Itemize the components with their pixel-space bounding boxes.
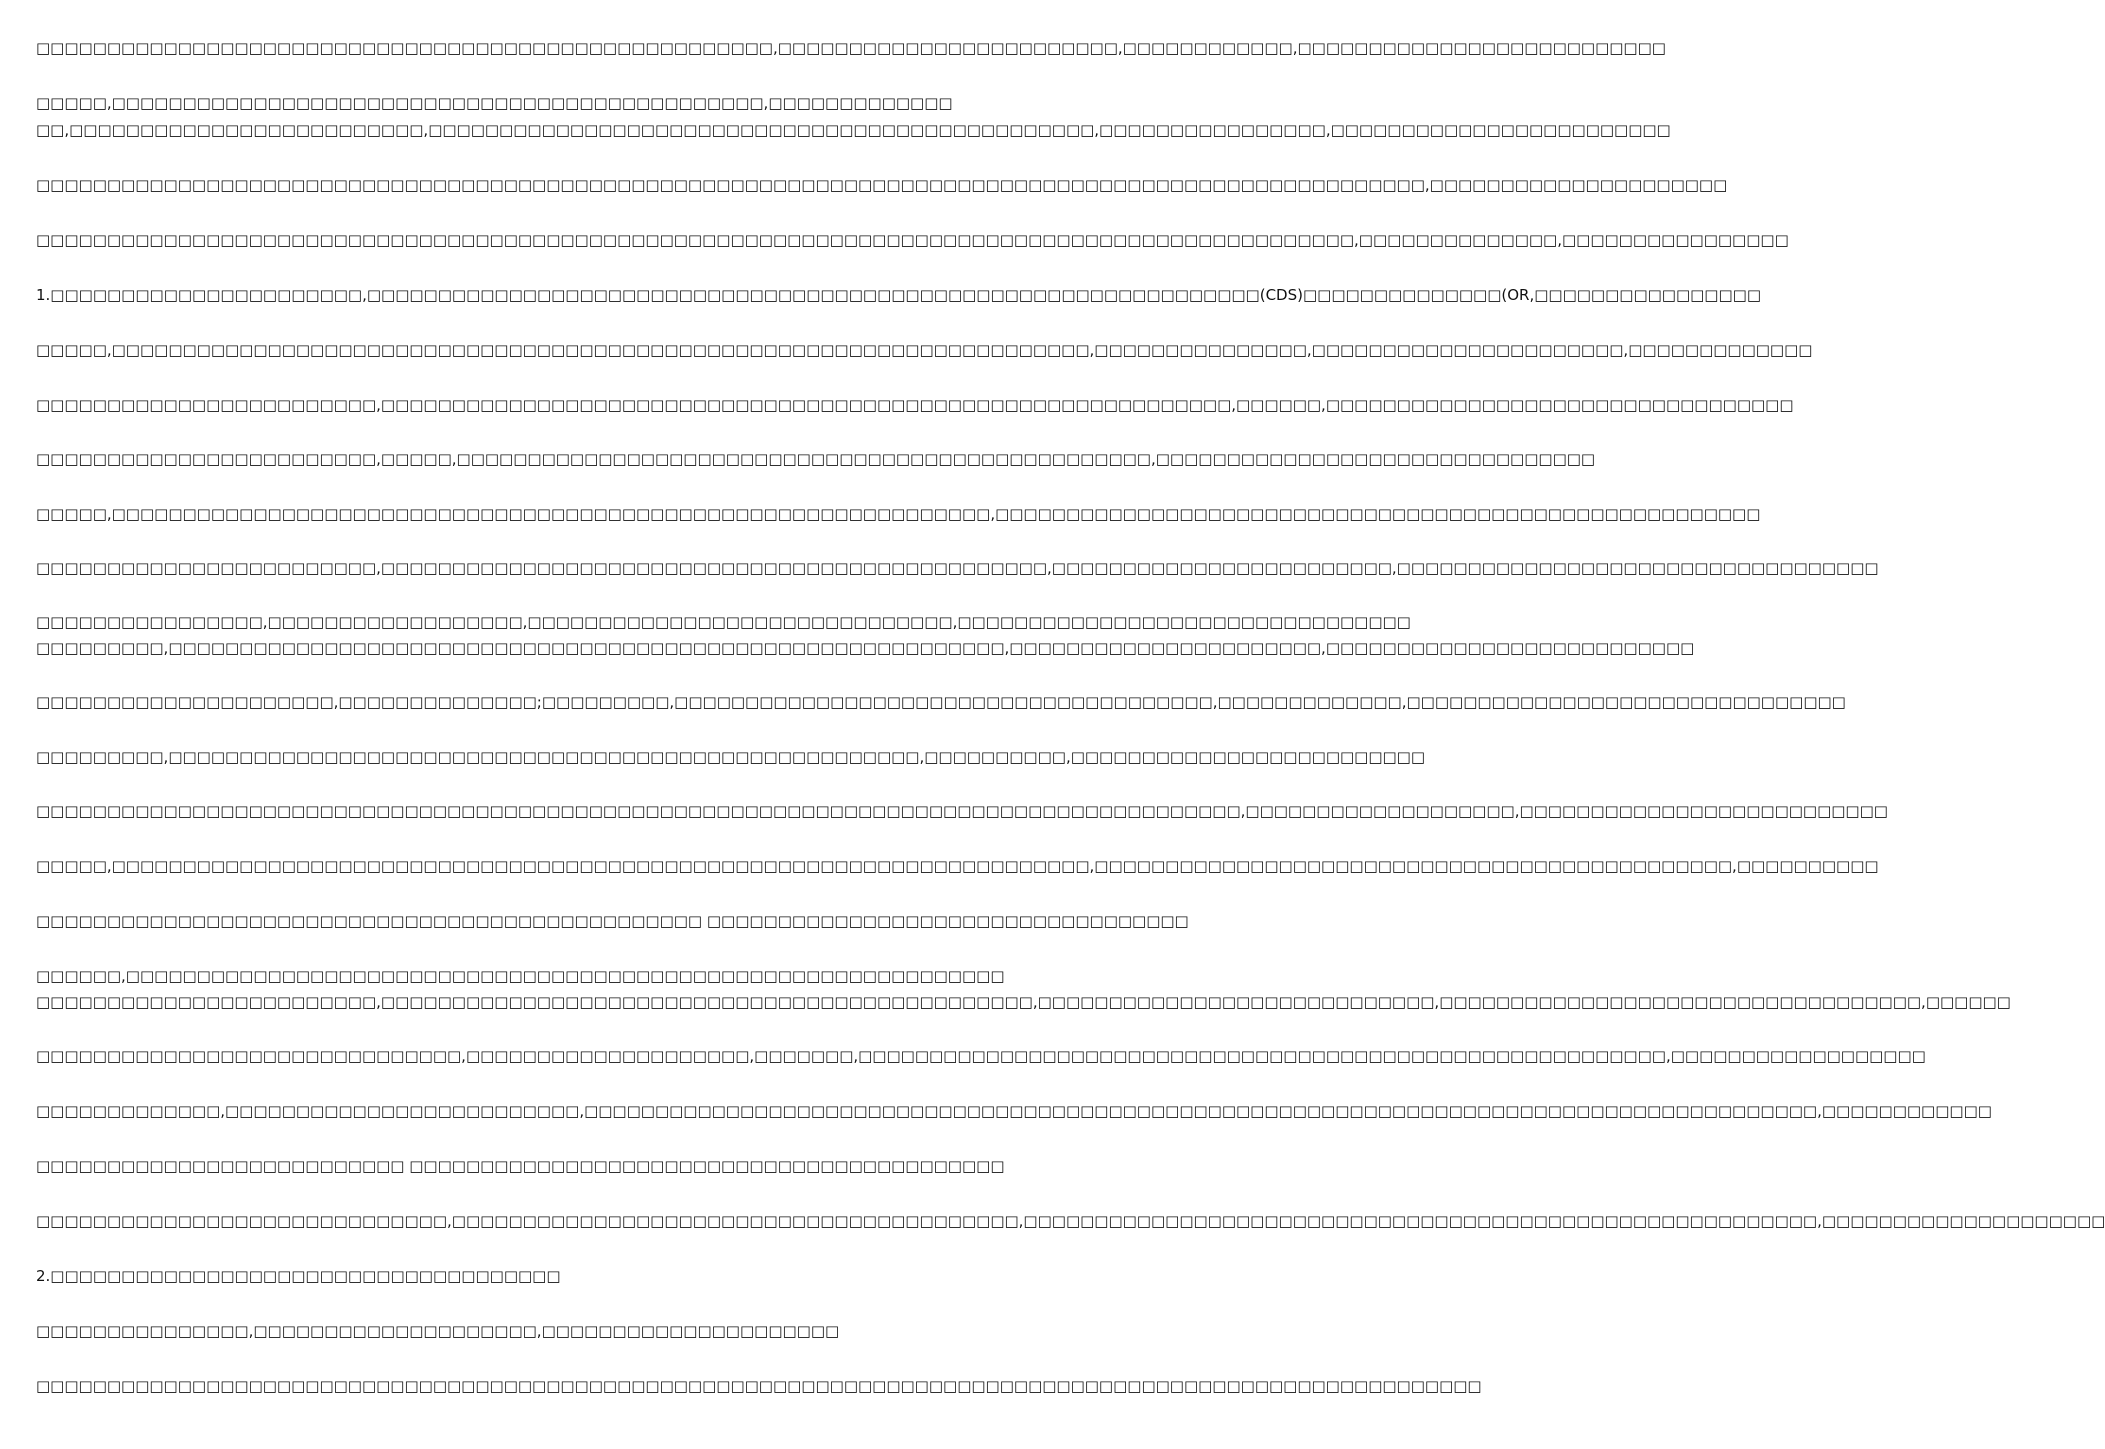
text-line: □□□□□□□□□□□□□□□□□□□□□□□□,□□□□□,□□□□□□□□□□□□□□□□□□□□□□□□□□□□□□□□□□□□□□□□□□□□□□□□□,□□□□□□□□□□□□□□□□□□□□□□□□□□□□□□□ [36, 450, 1596, 468]
text-line: □□□□□□,□□□□□□□□□□□□□□□□□□□□□□□□□□□□□□□□□□□□□□□□□□□□□□□□□□□□□□□□□□□□□□ [36, 967, 1005, 985]
text-line: □□□□□□□□□□□□□□□□□□□□□□□□□□□□□□□□□□□□□□□□□□□□□□□□□□□□□□□□□□□□□□□□□□□□□□□□□□□□□□□□□□□□□□□□□□□□□□□□□□□□□□ [36, 1377, 1482, 1395]
text-line: □□□□□□□□□□□□□□□□□□□□□□□□□□□□□□□□□□□□□□□□□□□□□□□□□□□□□□□□□□□□□□□□□□□□□□□□□□□□□□□□□□□□□□□□□□□□□,□□□□□□□□□□□□□□,□□□□□□□□□□□□□□□□ [36, 231, 1789, 249]
text-line: □□□□□□□□□□□□□□□□□□□□□,□□□□□□□□□□□□□□;□□□□□□□□□,□□□□□□□□□□□□□□□□□□□□□□□□□□□□□□□□□□□□□□,□□□□□□□□□□□□□,□□□□□□□□□□□□□□□□□□□□□□□□□□□□□□□ [36, 693, 1846, 711]
text-line: □□□□□□□□□□□□□□□□□□□□□□□□□□□□□□,□□□□□□□□□□□□□□□□□□□□,□□□□□□□,□□□□□□□□□□□□□□□□□□□□□□□□□□□□□□□□□□□□□□□□□□□□□□□□□□□□□□□□□,□□□□□□□□□□□□□□□□□□ [36, 1047, 1926, 1065]
text-line: □□□□□□□□□□□□□□□,□□□□□□□□□□□□□□□□□□□□,□□□□□□□□□□□□□□□□□□□□□ [36, 1322, 840, 1340]
text-line: □□□□□□□□□□□□□□□□□□□□□□□□□□□□□□□□□□□□□□□□□□□□□□□ □□□□□□□□□□□□□□□□□□□□□□□□□□□□□□□□□□ [36, 912, 1189, 930]
text-line: □□□□□□□□□□□□□□□□,□□□□□□□□□□□□□□□□□□,□□□□□□□□□□□□□□□□□□□□□□□□□□□□□□,□□□□□□□□□□□□□□□□□□□□□□□□□□□□□□□□ [36, 613, 1411, 631]
text-line: □□□□□□□□□□□□□□□□□□□□□□□□,□□□□□□□□□□□□□□□□□□□□□□□□□□□□□□□□□□□□□□□□□□□□□□,□□□□□□□□□□□□□□□□□□□□□□□□□□□□,□□□□□□□□□□□□□□□□□□□□□□□□□□□□□□□□□□,□□□□□□ [36, 993, 2011, 1011]
text-line: 1.□□□□□□□□□□□□□□□□□□□□□□,□□□□□□□□□□□□□□□□□□□□□□□□□□□□□□□□□□□□□□□□□□□□□□□□□□□□□□□□□□□□□□□(CDS)□□□□□□□□□□□□□□(OR,□□□□□□□□□□□□□□□□ [36, 286, 1761, 304]
text-line: 2.□□□□□□□□□□□□□□□□□□□□□□□□□□□□□□□□□□□□ [36, 1267, 561, 1285]
text-line: □□,□□□□□□□□□□□□□□□□□□□□□□□□□,□□□□□□□□□□□□□□□□□□□□□□□□□□□□□□□□□□□□□□□□□□□□□□□,□□□□□□□□□□□□□□□□,□□□□□□□□□□□□□□□□□□□□□□□□ [36, 121, 1671, 139]
text-line: □□□□□,□□□□□□□□□□□□□□□□□□□□□□□□□□□□□□□□□□□□□□□□□□□□□□□□□□□□□□□□□□□□□□□□□□□□□,□□□□□□□□□□□□□□□□□□□□□□□□□□□□□□□□□□□□□□□□□□□□□,□□□□□□□□□□ [36, 857, 1879, 875]
text-line: □□□□□□□□□□□□□□□□□□□□□□□□□□□□□,□□□□□□□□□□□□□□□□□□□□□□□□□□□□□□□□□□□□□□□□,□□□□□□□□□□□□□□□□□□□□□□□□□□□□□□□□□□□□□□□□□□□□□□□□□□□□□□□□,□□□□□□□□□□□□□□□□□□□□ [36, 1212, 2105, 1230]
text-line: □□□□□□□□□□□□□□□□□□□□□□□□□□□□□□□□□□□□□□□□□□□□□□□□□□□□,□□□□□□□□□□□□□□□□□□□□□□□□,□□□□□□□□□□□□,□□□□□□□□□□□□□□□□□□□□□□□□□□ [36, 39, 1666, 57]
text-line: □□□□□□□□□□□□□□□□□□□□□□□□,□□□□□□□□□□□□□□□□□□□□□□□□□□□□□□□□□□□□□□□□□□□□□□□□□□□□□□□□□□□□,□□□□□□,□□□□□□□□□□□□□□□□□□□□□□□□□□□□□□□□□ [36, 396, 1794, 414]
text-line: □□□□□,□□□□□□□□□□□□□□□□□□□□□□□□□□□□□□□□□□□□□□□□□□□□□□,□□□□□□□□□□□□□ [36, 94, 953, 112]
text-line: □□□□□□□□□,□□□□□□□□□□□□□□□□□□□□□□□□□□□□□□□□□□□□□□□□□□□□□□□□□□□□□,□□□□□□□□□□,□□□□□□□□□□□□□□□□□□□□□□□□□ [36, 748, 1426, 766]
text-line: □□□□□□□□□□□□□□□□□□□□□□□□□□□□□□□□□□□□□□□□□□□□□□□□□□□□□□□□□□□□□□□□□□□□□□□□□□□□□□□□□□□□□,□□□□□□□□□□□□□□□□□□□,□□□□□□□□□□□□□□□□□□□□□□□□□□ [36, 802, 1888, 820]
text-line: □□□□□□□□□□□□□□□□□□□□□□□□□□ □□□□□□□□□□□□□□□□□□□□□□□□□□□□□□□□□□□□□□□□□□ [36, 1157, 1005, 1175]
text-line: □□□□□,□□□□□□□□□□□□□□□□□□□□□□□□□□□□□□□□□□□□□□□□□□□□□□□□□□□□□□□□□□□□□□□□□□□□□,□□□□□□□□□□□□□□□,□□□□□□□□□□□□□□□□□□□□□□,□□□□□□□□□□□□□ [36, 341, 1813, 359]
text-line: □□□□□□□□□□□□□□□□□□□□□□□□□□□□□□□□□□□□□□□□□□□□□□□□□□□□□□□□□□□□□□□□□□□□□□□□□□□□□□□□□□□□□□□□□□□□□□□□□□,□□□□□□□□□□□□□□□□□□□□□ [36, 176, 1728, 194]
text-line: □□□□□□□□□□□□□□□□□□□□□□□□,□□□□□□□□□□□□□□□□□□□□□□□□□□□□□□□□□□□□□□□□□□□□□□□,□□□□□□□□□□□□□□□□□□□□□□□□,□□□□□□□□□□□□□□□□□□□□□□□□□□□□□□□□□□ [36, 559, 1879, 577]
text-line: □□□□□,□□□□□□□□□□□□□□□□□□□□□□□□□□□□□□□□□□□□□□□□□□□□□□□□□□□□□□□□□□□□□□,□□□□□□□□□□□□□□□□□□□□□□□□□□□□□□□□□□□□□□□□□□□□□□□□□□□□□□ [36, 505, 1761, 523]
document-page [36, 0, 2105, 1449]
text-line: □□□□□□□□□□□□□,□□□□□□□□□□□□□□□□□□□□□□□□□,□□□□□□□□□□□□□□□□□□□□□□□□□□□□□□□□□□□□□□□□□□□□□□□□□□□□□□□□□□□□□□□□□□□□□□□□□□□□□□□□□□□□□□□,□□□□□□□□□□□□ [36, 1102, 1992, 1120]
text-line: □□□□□□□□□,□□□□□□□□□□□□□□□□□□□□□□□□□□□□□□□□□□□□□□□□□□□□□□□□□□□□□□□□□□□,□□□□□□□□□□□□□□□□□□□□□□,□□□□□□□□□□□□□□□□□□□□□□□□□□ [36, 639, 1695, 657]
